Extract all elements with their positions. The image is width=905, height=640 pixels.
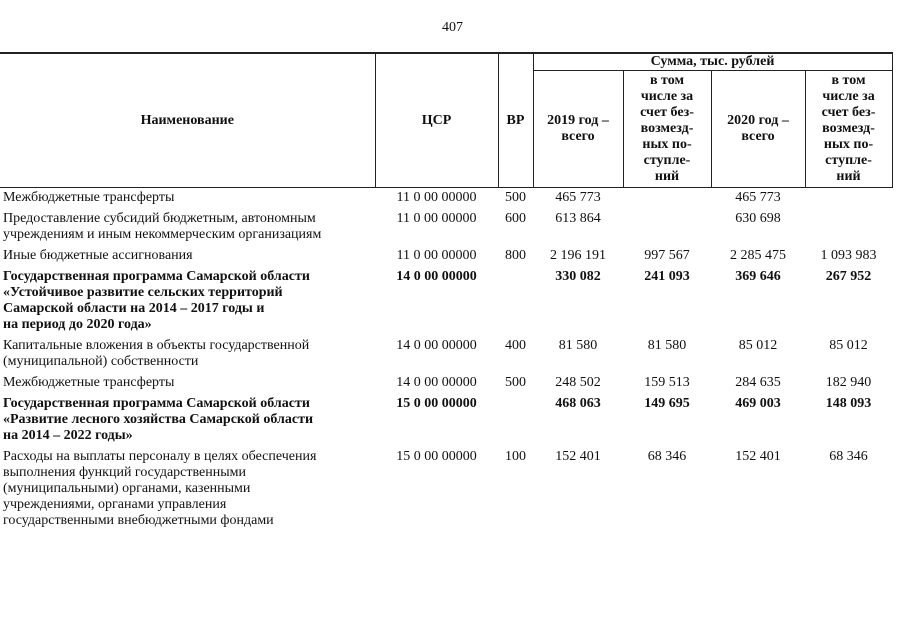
header-2020-free <box>805 71 892 188</box>
cell-name <box>0 209 375 246</box>
header-2019-total <box>533 71 623 188</box>
cell-name <box>0 394 375 447</box>
table-body <box>0 188 892 533</box>
cell-2020-total: 630 698 <box>735 211 781 226</box>
cell-2020-free: 148 093 <box>825 396 872 411</box>
header-sum-group: Сумма, тыс. рублей <box>533 53 892 71</box>
header-2020-free-text: в том числе за счет без- возмезд- ных по- ступле- ний <box>821 73 876 184</box>
budget-table <box>0 52 893 532</box>
header-csr: ЦСР <box>375 53 498 188</box>
table-row <box>0 188 892 210</box>
cell-vr: 600 <box>505 211 526 226</box>
header-2019-total-text: 2019 год – всего <box>547 113 609 144</box>
cell-csr: 15 0 00 00000 <box>396 449 477 464</box>
cell-name-text: Межбюджетные трансферты <box>3 190 175 205</box>
cell-2020-free <box>805 209 892 246</box>
cell-2019-free: 81 580 <box>647 338 687 353</box>
table-row <box>0 246 892 267</box>
cell-2019-free: 997 567 <box>644 248 690 263</box>
cell-csr: 11 0 00 00000 <box>396 248 477 263</box>
cell-name <box>0 188 375 210</box>
cell-2020-total: 2 285 475 <box>730 248 786 263</box>
header-2020-total-text: 2020 год – всего <box>727 113 789 144</box>
cell-vr: 500 <box>505 375 526 390</box>
cell-name <box>0 246 375 267</box>
cell-vr: 100 <box>505 449 526 464</box>
cell-csr: 11 0 00 00000 <box>396 190 477 205</box>
cell-2019-free: 68 346 <box>647 449 687 464</box>
header-2019-free <box>623 71 711 188</box>
table-row <box>0 373 892 394</box>
header-2020-total <box>711 71 805 188</box>
cell-2019-free: 159 513 <box>644 375 690 390</box>
cell-name <box>0 447 375 532</box>
cell-name-text: Межбюджетные трансферты <box>3 375 175 390</box>
table-row <box>0 336 892 373</box>
cell-name-text: Иные бюджетные ассигнования <box>3 248 193 263</box>
budget-table-wrapper <box>0 52 905 532</box>
cell-2020-total: 85 012 <box>738 338 778 353</box>
cell-2019-free: 149 695 <box>644 396 690 411</box>
cell-2020-free: 85 012 <box>829 338 868 353</box>
cell-2019-total: 152 401 <box>555 449 601 464</box>
cell-2020-free: 267 952 <box>825 269 872 284</box>
table-header <box>0 53 892 188</box>
cell-2020-total: 465 773 <box>735 190 781 205</box>
header-2019-free-text: в том числе за счет без- возмезд- ных по- ступле- ний <box>640 73 694 184</box>
cell-2020-free: 1 093 983 <box>820 248 877 263</box>
header-name: Наименование <box>0 53 375 188</box>
cell-2020-free: 182 940 <box>825 375 872 390</box>
cell-name <box>0 373 375 394</box>
cell-csr: 11 0 00 00000 <box>396 211 477 226</box>
cell-vr: 400 <box>505 338 526 353</box>
cell-name-text: Расходы на выплаты персоналу в целях обеспечения выполнения функций государственными (муниципальными) органами, казенными учреждениями, органами управления государственными внебюджетными фондами <box>3 449 317 528</box>
cell-vr <box>498 267 533 336</box>
cell-vr: 800 <box>505 248 526 263</box>
cell-vr: 500 <box>505 190 526 205</box>
cell-2019-free <box>623 209 711 246</box>
header-vr: ВР <box>498 53 533 188</box>
page-number: 407 <box>442 20 463 35</box>
cell-2019-total: 465 773 <box>555 190 601 205</box>
cell-2019-total: 468 063 <box>555 396 601 411</box>
cell-csr: 14 0 00 00000 <box>396 269 477 284</box>
cell-2019-total: 2 196 191 <box>550 248 606 263</box>
cell-2020-total: 284 635 <box>735 375 781 390</box>
table-row-program <box>0 267 892 336</box>
cell-name <box>0 336 375 373</box>
cell-2020-free <box>805 188 892 210</box>
cell-2019-total: 248 502 <box>555 375 601 390</box>
cell-csr: 15 0 00 00000 <box>396 396 477 411</box>
cell-csr: 14 0 00 00000 <box>396 375 477 390</box>
cell-2020-total: 152 401 <box>735 449 781 464</box>
cell-name-text: Предоставление субсидий бюджетным, автономным учреждениям и иным некоммерческим организациям <box>3 211 322 242</box>
table-row <box>0 447 892 532</box>
cell-vr <box>498 394 533 447</box>
cell-2020-total: 469 003 <box>735 396 781 411</box>
cell-name-text: Капитальные вложения в объекты государственной (муниципальной) собственности <box>3 338 310 369</box>
cell-2019-total: 330 082 <box>555 269 601 284</box>
table-row <box>0 209 892 246</box>
cell-2020-free: 68 346 <box>829 449 868 464</box>
table-row-program <box>0 394 892 447</box>
cell-2019-total: 613 864 <box>555 211 601 226</box>
cell-2020-total: 369 646 <box>735 269 781 284</box>
cell-2019-free <box>623 188 711 210</box>
cell-name-text: Государственная программа Самарской области «Развитие лесного хозяйства Самарской области на 2014 – 2022 годы» <box>3 396 314 443</box>
cell-name <box>0 267 375 336</box>
cell-2019-free: 241 093 <box>644 269 690 284</box>
cell-name-text: Государственная программа Самарской области «Устойчивое развитие сельских территорий Самарской области на 2014 – 2017 годы и на период до 2020 года» <box>3 269 310 332</box>
cell-csr: 14 0 00 00000 <box>396 338 477 353</box>
cell-2019-total: 81 580 <box>558 338 598 353</box>
